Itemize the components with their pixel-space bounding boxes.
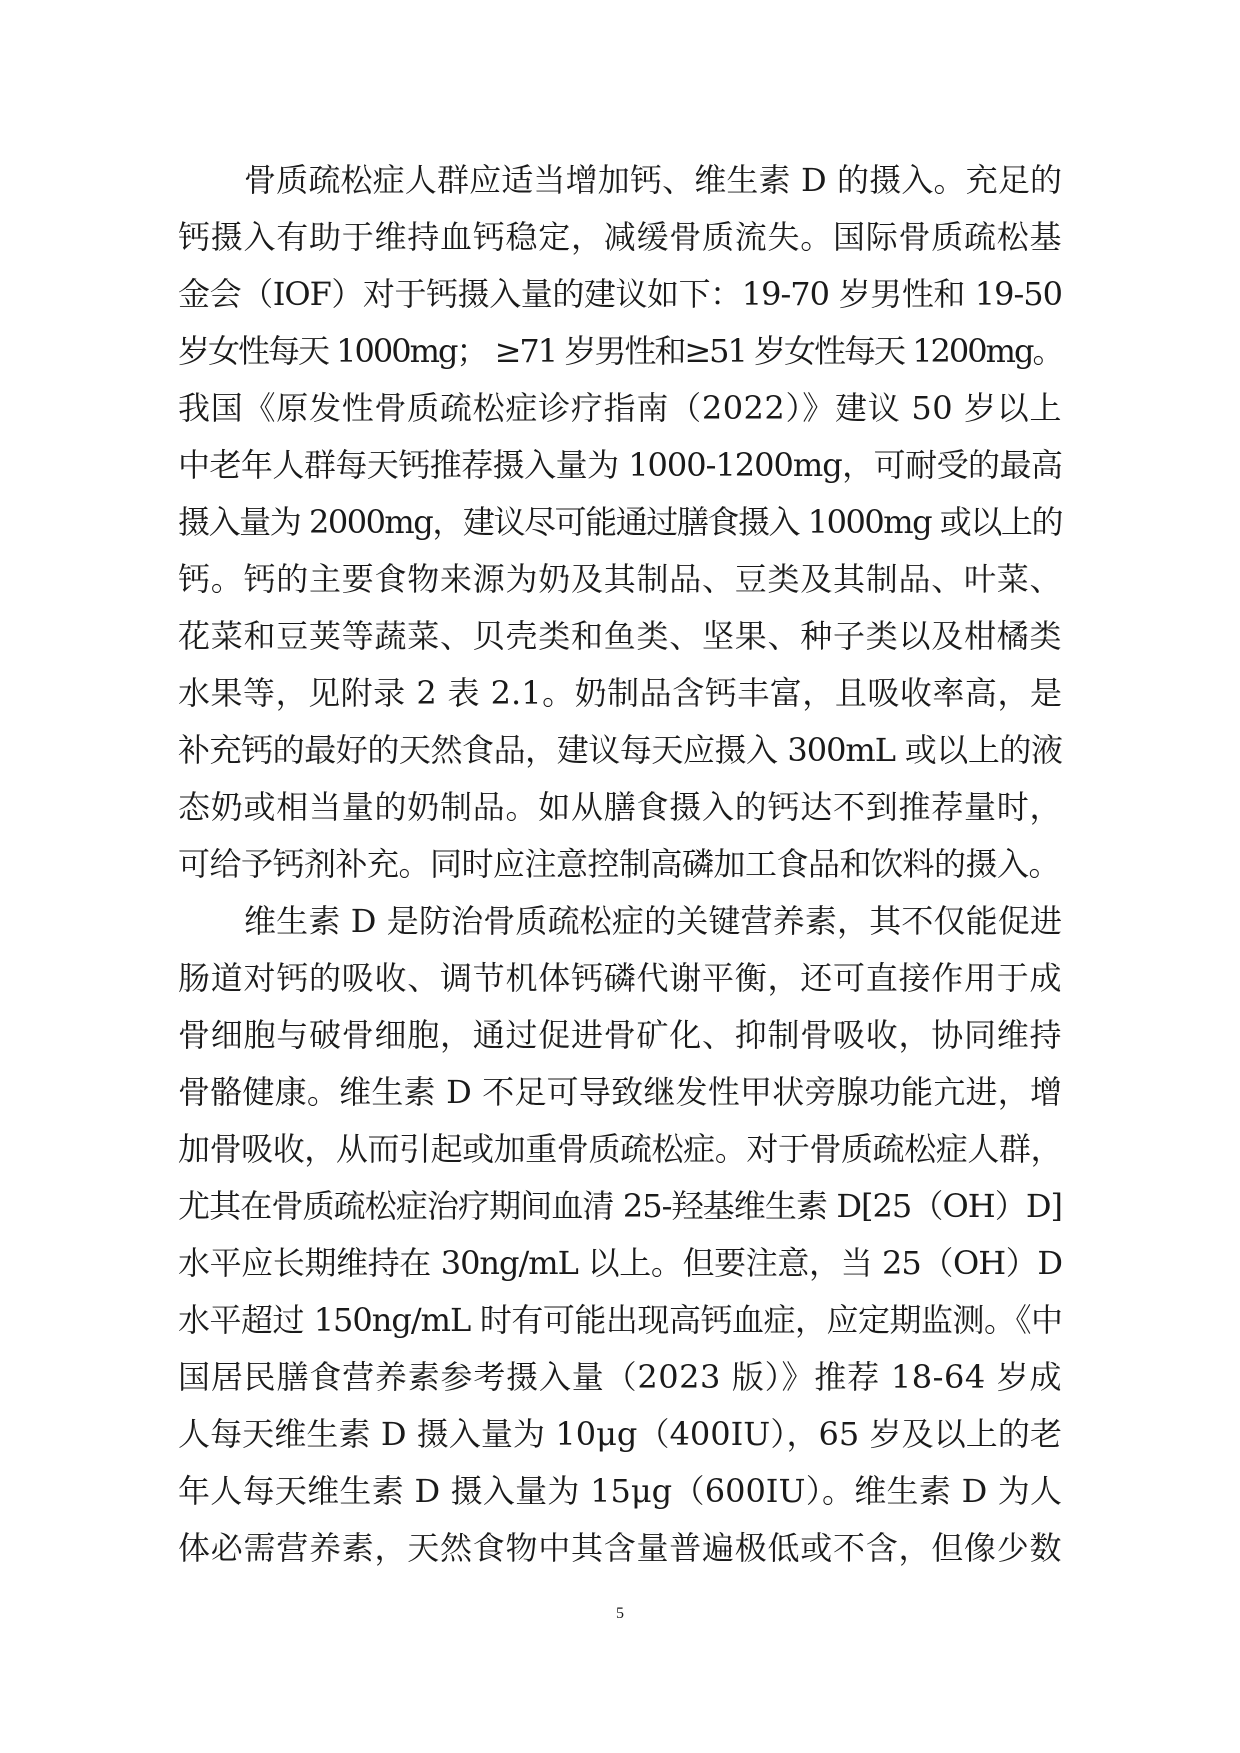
paragraph-1-line-12: 态奶或相当量的奶制品。如从膳食摄入的钙达不到推荐量时， [178,788,1062,826]
paragraph-2-line-10: 人每天维生素 D 摄入量为 10μg（400IU），65 岁及以上的老 [178,1415,1062,1453]
paragraph-2-line-2: 肠道对钙的吸收、调节机体钙磷代谢平衡，还可直接作用于成 [178,959,1062,997]
paragraph-2-line-6: 尤其在骨质疏松症治疗期间血清 25-羟基维生素 D[25（OH）D] [178,1187,1062,1225]
paragraph-1-line-2: 钙摄入有助于维持血钙稳定，减缓骨质流失。国际骨质疏松基 [178,218,1062,256]
paragraph-1-line-10: 水果等，见附录 2 表 2.1。奶制品含钙丰富，且吸收率高，是 [178,674,1062,712]
paragraph-1-line-7: 摄入量为 2000mg，建议尽可能通过膳食摄入 1000mg 或以上的 [178,503,1062,541]
paragraph-2-line-4: 骨骼健康。维生素 D 不足可导致继发性甲状旁腺功能亢进，增 [178,1073,1062,1111]
body-text [178,152,1062,1577]
paragraph-2-line-11: 年人每天维生素 D 摄入量为 15μg（600IU）。维生素 D 为人 [178,1472,1062,1510]
page-number: 5 [616,1605,624,1622]
paragraph-1-line-4: 岁女性每天 1000mg； ≥71 岁男性和≥51 岁女性每天 1200mg。 [178,332,1063,370]
paragraph-1-line-1: 骨质疏松症人群应适当增加钙、维生素 D 的摄入。充足的 [244,161,1062,199]
paragraph-2-line-7: 水平应长期维持在 30ng/mL 以上。但要注意，当 25（OH）D [178,1244,1062,1282]
paragraph-2-line-8: 水平超过 150ng/mL 时有可能出现高钙血症，应定期监测。《中 [178,1301,1062,1339]
paragraph-2-line-1: 维生素 D 是防治骨质疏松症的关键营养素，其不仅能促进 [244,902,1062,940]
paragraph-2-line-12: 体必需营养素，天然食物中其含量普遍极低或不含，但像少数 [178,1529,1062,1567]
paragraph-2-line-9: 国居民膳食营养素参考摄入量（2023 版）》推荐 18-64 岁成 [178,1358,1062,1396]
paragraph-1-line-9: 花菜和豆荚等蔬菜、贝壳类和鱼类、坚果、种子类以及柑橘类 [178,617,1062,655]
paragraph-1-line-13: 可给予钙剂补充。同时应注意控制高磷加工食品和饮料的摄入。 [178,845,1061,883]
paragraph-1-line-8: 钙。钙的主要食物来源为奶及其制品、豆类及其制品、叶菜、 [178,560,1062,598]
paragraph-1-line-11: 补充钙的最好的天然食品，建议每天应摄入 300mL 或以上的液 [178,731,1062,769]
paragraph-1-line-6: 中老年人群每天钙推荐摄入量为 1000-1200mg，可耐受的最高 [178,446,1062,484]
paragraph-2-line-3: 骨细胞与破骨细胞，通过促进骨矿化、抑制骨吸收，协同维持 [178,1016,1062,1054]
paragraph-1-line-3: 金会（IOF）对于钙摄入量的建议如下：19-70 岁男性和 19-50 [178,275,1062,313]
paragraph-2-line-5: 加骨吸收，从而引起或加重骨质疏松症。对于骨质疏松症人群， [178,1130,1062,1168]
paragraph-1-line-5: 我国《原发性骨质疏松症诊疗指南（2022）》建议 50 岁以上 [178,389,1062,427]
